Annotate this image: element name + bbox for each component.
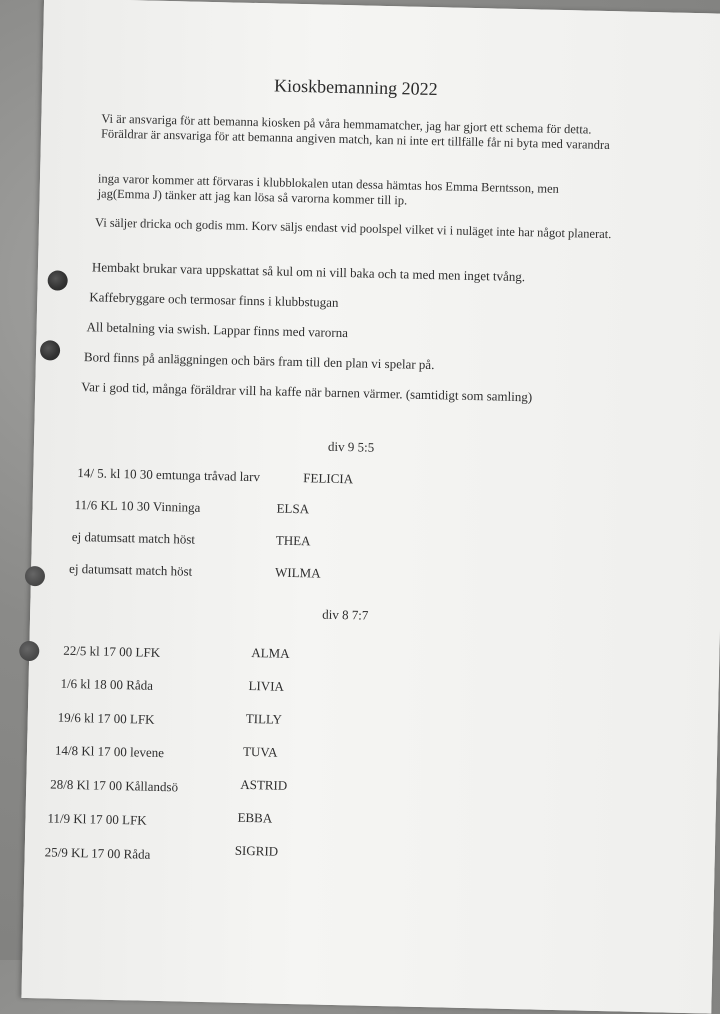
punch-hole bbox=[19, 641, 39, 661]
div9-row-1-match: 14/ 5. kl 10 30 emtunga tråvad larv bbox=[77, 465, 261, 485]
div8-row-6-match: 11/9 Kl 17 00 LFK bbox=[47, 810, 147, 828]
div9-heading: div 9 5:5 bbox=[327, 438, 375, 455]
paper-sheet bbox=[21, 0, 720, 1014]
punch-hole bbox=[47, 270, 67, 290]
paragraph-storage: inga varor kommer att förvaras i klubblokalen utan dessa hämtas hos Emma Berntsson, men jag(Emma J) tänker att jag kan lösa så varorna kommer till ip. bbox=[97, 171, 560, 208]
div8-row-4-name: TUVA bbox=[242, 743, 278, 760]
div9-row-2-name: ELSA bbox=[276, 500, 310, 517]
div9-row-1-name: FELICIA bbox=[303, 470, 354, 487]
div9-row-4-name: WILMA bbox=[274, 564, 321, 581]
div9-row-3-name: THEA bbox=[275, 532, 311, 549]
div8-row-2-name: LIVIA bbox=[248, 677, 285, 694]
punch-hole bbox=[40, 340, 60, 360]
line-tables: Bord finns på anläggningen och bärs fram till den plan vi spelar på. bbox=[83, 349, 435, 373]
div9-row-4-match: ej datumsatt match höst bbox=[68, 560, 193, 579]
div9-row-2-match: 11/6 KL 10 30 Vinninga bbox=[74, 496, 201, 515]
div8-row-2-match: 1/6 kl 18 00 Råda bbox=[60, 675, 154, 693]
div8-row-6-name: EBBA bbox=[237, 809, 273, 826]
div8-row-3-name: TILLY bbox=[245, 710, 283, 727]
div8-row-5-name: ASTRID bbox=[240, 776, 288, 793]
div8-row-7-match: 25/9 KL 17 00 Råda bbox=[44, 844, 151, 862]
line-payment: All betalning via swish. Lappar finns med varorna bbox=[86, 319, 349, 341]
line-coffee: Kaffebryggare och termosar finns i klubbstugan bbox=[89, 289, 339, 310]
paragraph-responsibility: Vi är ansvariga för att bemanna kiosken på våra hemmamatcher, jag har gjort ett schema för detta. Föräldrar är ansvariga för att bemanna angiven match, kan ni inte ert tillfälle får ni byta med varandra bbox=[100, 111, 610, 153]
div8-row-7-name: SIGRID bbox=[234, 842, 279, 859]
div8-row-1-name: ALMA bbox=[251, 645, 290, 661]
document-title: Kioskbemanning 2022 bbox=[273, 75, 438, 100]
div9-row-3-match: ej datumsatt match höst bbox=[71, 528, 196, 547]
punch-hole bbox=[25, 566, 45, 586]
div8-row-4-match: 14/8 Kl 17 00 levene bbox=[54, 742, 165, 761]
line-baking: Hembakt brukar vara uppskattat så kul om ni vill baka och ta med men inget tvång. bbox=[91, 259, 526, 285]
line-timing: Var i god tid, många föräldrar vill ha kaffe när barnen värmer. (samtidigt som samling) bbox=[81, 379, 533, 405]
div8-heading: div 8 7:7 bbox=[322, 606, 369, 623]
paragraph-sales: Vi säljer dricka och godis mm. Korv säljs endast vid poolspel vilket vi i nuläget inte har något planerat. bbox=[94, 215, 612, 242]
div8-row-3-match: 19/6 kl 17 00 LFK bbox=[57, 709, 155, 727]
div8-row-1-match: 22/5 kl 17 00 LFK bbox=[63, 642, 161, 660]
div8-row-5-match: 28/8 Kl 17 00 Kållandsö bbox=[50, 776, 179, 795]
